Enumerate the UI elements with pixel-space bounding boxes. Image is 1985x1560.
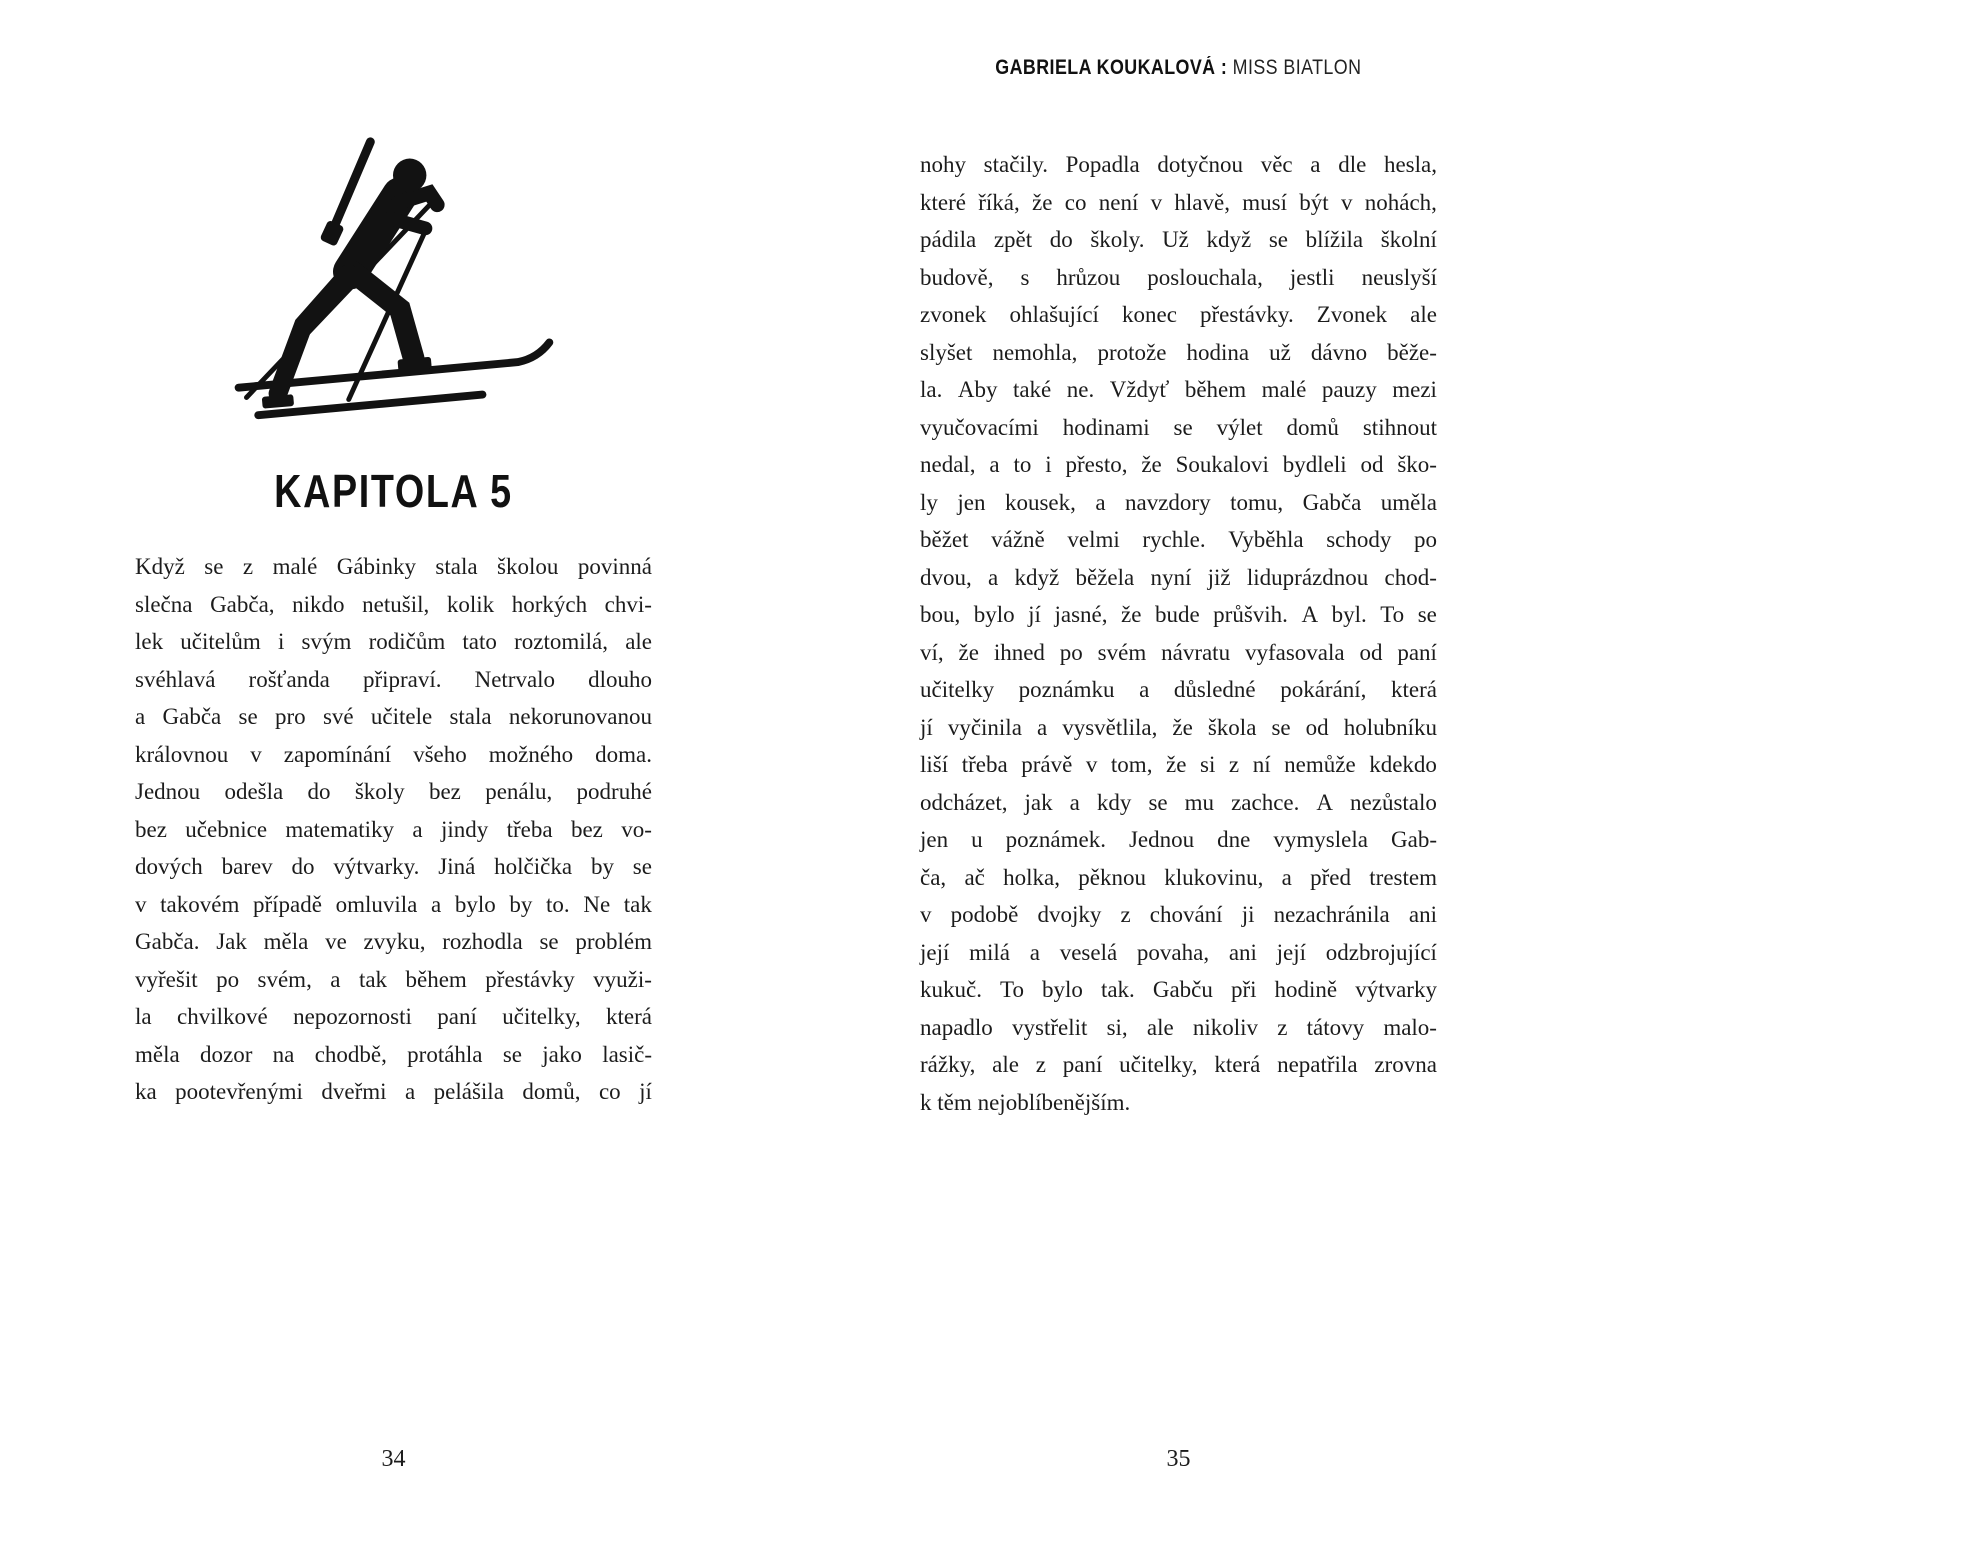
text-line: liší třeba právě v tom, že si z ní nemůže kdekdo — [920, 752, 1437, 777]
text-line: slečna Gabča, nikdo netušil, kolik horkých chvi- — [135, 591, 652, 617]
right-page-body-text — [920, 146, 1437, 1121]
right-page-number: 35 — [1166, 1446, 1191, 1472]
left-page-number: 34 — [381, 1446, 406, 1472]
text-line: jen u poznámek. Jednou dne vymyslela Gab- — [920, 827, 1437, 852]
chapter-title — [135, 464, 652, 518]
text-line: dových barev do výtvarky. Jiná holčička by se — [135, 854, 652, 879]
text-line: slyšet nemohla, protože hodina už dávno běže- — [920, 339, 1437, 365]
text-line: pádila zpět do školy. Už když se blížila školní — [920, 227, 1437, 252]
text-line: kukuč. To bylo tak. Gabču při hodině výtvarky — [920, 977, 1437, 1002]
text-line: k těm nejoblíbenějším. — [920, 1089, 1131, 1115]
text-line: a Gabča se pro své učitele stala nekorunovanou — [135, 704, 652, 729]
text-line: královnou v zapomínání všeho možného doma. — [135, 741, 652, 767]
text-line: které říká, že co není v hlavě, musí být v nohách, — [920, 189, 1437, 215]
text-line: ly jen kousek, a navzdory tomu, Gabča uměla — [920, 489, 1437, 515]
biathlete-skier-icon — [222, 132, 562, 427]
text-line: rážky, ale z paní učitelky, která nepatřila zrovna — [920, 1052, 1437, 1077]
text-line: napadlo vystřelit si, ale nikoliv z tátovy malo- — [920, 1014, 1437, 1040]
text-line: budově, s hrůzou poslouchala, jestli neuslyší — [920, 264, 1437, 290]
text-line: nohy stačily. Popadla dotyčnou věc a dle hesla, — [920, 152, 1437, 177]
text-line: vyučovacími hodinami se výlet domů stihnout — [920, 414, 1437, 440]
text-line: jí vyčinila a vysvětlila, že škola se od holubníku — [920, 714, 1437, 740]
text-line: ví, že ihned po svém návratu vyfasovala od paní — [920, 639, 1437, 665]
text-line: její milá a veselá povaha, ani její odzbrojující — [920, 939, 1437, 965]
text-line: bou, bylo jí jasné, že bude průšvih. A byl. To se — [920, 602, 1437, 627]
text-line: běžet vážně velmi rychle. Vyběhla schody po — [920, 527, 1437, 552]
text-line: ka pootevřenými dveřmi a pelášila domů, co jí — [135, 1079, 652, 1104]
text-line: svéhlavá rošťanda připraví. Netrvalo dlouho — [135, 666, 652, 692]
text-line: la. Aby také ne. Vždyť během malé pauzy mezi — [920, 377, 1437, 402]
text-line: Jednou odešla do školy bez penálu, podruhé — [135, 779, 652, 804]
text-line: Gabča. Jak měla ve zvyku, rozhodla se problém — [135, 929, 652, 954]
left-page-body-text — [135, 548, 652, 1111]
text-line: ča, ač holka, pěknou klukovinu, a před trestem — [920, 864, 1437, 890]
text-line: Když se z malé Gábinky stala školou povinná — [135, 554, 652, 579]
text-line: učitelky poznámku a důsledné pokárání, která — [920, 677, 1437, 702]
text-line: v takovém případě omluvila a bylo by to. Ne tak — [135, 891, 652, 917]
text-line: odcházet, jak a kdy se mu zachce. A nezůstalo — [920, 789, 1437, 815]
chapter-title-text: KAPITOLA 5 — [274, 465, 513, 517]
text-line: vyřešit po svém, a tak během přestávky využi- — [135, 966, 652, 992]
running-header-author: GABRIELA KOUKALOVÁ — [995, 56, 1216, 79]
text-line: zvonek ohlašující konec přestávky. Zvonek ale — [920, 302, 1437, 327]
running-header-title: MISS BIATLON — [1232, 56, 1362, 79]
running-header-text — [995, 56, 1361, 80]
text-line: v podobě dvojky z chování ji nezachránila ani — [920, 902, 1437, 927]
biathlete-skier-illustration — [222, 132, 562, 427]
text-line: měla dozor na chodbě, protáhla se jako lasič- — [135, 1041, 652, 1067]
text-line: dvou, a když běžela nyní již liduprázdnou chod- — [920, 564, 1437, 590]
text-line: bez učebnice matematiky a jindy třeba bez vo- — [135, 816, 652, 842]
text-line: nedal, a to i přesto, že Soukalovi bydleli od ško- — [920, 452, 1437, 477]
running-header-separator: : — [1215, 56, 1233, 79]
running-header — [920, 56, 1437, 80]
text-line: lek učitelům i svým rodičům tato roztomilá, ale — [135, 629, 652, 654]
text-line: la chvilkové nepozornosti paní učitelky, která — [135, 1004, 652, 1029]
